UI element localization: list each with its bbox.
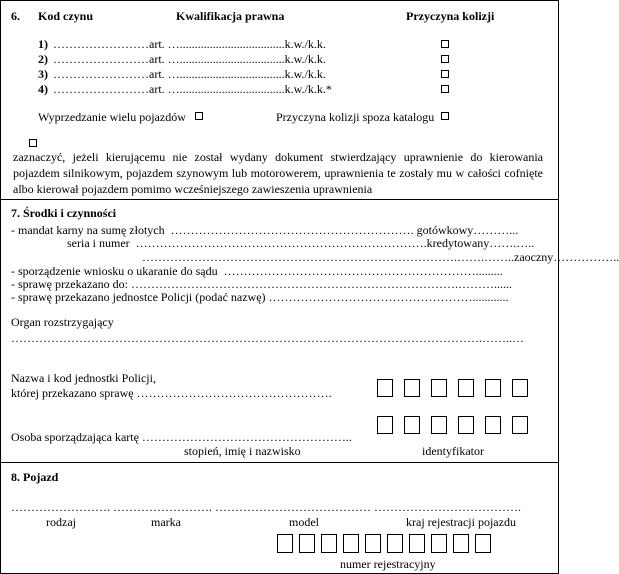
offense-row-2-number: 2) [38, 52, 48, 66]
registration-country-caption: kraj rejestracji pojazdu [406, 515, 516, 529]
code-box[interactable] [485, 379, 501, 397]
offense-row-1-number: 1) [38, 37, 48, 51]
column-header-cause: Przyczyna kolizji [406, 9, 495, 23]
vehicle-fields[interactable]: ……………………. ……………………. ………………………………… ………………………………. [11, 500, 521, 514]
offense-row-1-field[interactable]: ……………………art. …...................................k.w./k.k. [53, 37, 326, 51]
fine-absentia-line[interactable]: …………………………………………………………………….…….……..zaoczny…………….. [142, 250, 619, 264]
registration-box[interactable] [387, 534, 403, 553]
offense-row-4-field[interactable]: ……………………art. …...................................k.w./k.k.* [53, 82, 332, 96]
section-6-number: 6. [11, 9, 20, 23]
registration-box[interactable] [365, 534, 381, 553]
offense-row-1-cause-checkbox[interactable] [441, 40, 449, 48]
identifier-caption: identyfikator [422, 444, 484, 458]
code-box[interactable] [377, 379, 393, 397]
author-field[interactable]: Osoba sporządzająca kartę …………………………………………….. [11, 430, 352, 444]
identifier-box[interactable] [512, 416, 528, 434]
registration-box[interactable] [453, 534, 469, 553]
code-box[interactable] [512, 379, 528, 397]
vehicle-make-caption: marka [151, 515, 181, 529]
overtaking-label: Wyprzedzanie wielu pojazdów [38, 110, 186, 124]
column-header-qualification: Kwalifikacja prawna [176, 9, 285, 23]
section-8-title: 8. Pojazd [11, 470, 59, 484]
offense-row-3-field[interactable]: ……………………art. …...................................k.w./k.k. [53, 67, 326, 81]
outside-catalog-checkbox[interactable] [441, 112, 449, 120]
identifier-box[interactable] [377, 416, 393, 434]
identifier-box[interactable] [485, 416, 501, 434]
no-license-checkbox[interactable] [29, 139, 37, 147]
identifier-box[interactable] [458, 416, 474, 434]
fine-amount-line[interactable]: - mandat karny na sumę złotych ……………………………………………………. gotówkowy………... [11, 223, 519, 237]
registration-box[interactable] [409, 534, 425, 553]
divider-7-8 [1, 462, 558, 463]
police-unit-label: Nazwa i kod jednostki Policji, [11, 371, 156, 385]
police-unit-transfer-line[interactable]: - sprawę przekazano jednostce Policji (podać nazwę) ……………………………………………............ [11, 290, 509, 304]
offense-row-4-cause-checkbox[interactable] [441, 85, 449, 93]
registration-box[interactable] [277, 534, 293, 553]
author-caption: stopień, imię i nazwisko [184, 444, 301, 458]
no-license-note: zaznaczyć, jeżeli kierującemu nie został wydany dokument stwierdzający uprawnienie do kierowania pojazdem silnikowym, pojazdem szynowym lub motorowerem, uprawnienia te zostały mu w całości cofnięte albo kierował pojazdem pomimo wcześniejszego zawieszenia uprawnienia [13, 150, 543, 196]
authority-field[interactable]: ……………………………………………………………………………………………………….……..… [11, 331, 524, 345]
registration-box[interactable] [475, 534, 491, 553]
identifier-box[interactable] [404, 416, 420, 434]
code-box[interactable] [404, 379, 420, 397]
authority-label: Organ rozstrzygający [11, 315, 114, 329]
outside-catalog-label: Przyczyna kolizji spoza katalogu [276, 110, 435, 124]
case-transferred-line[interactable]: - sprawę przekazano do: ……………………………………………………………………….………...... [11, 277, 512, 291]
offense-row-2-cause-checkbox[interactable] [441, 55, 449, 63]
divider-6-7 [1, 199, 558, 200]
registration-number-caption: numer rejestracyjny [340, 557, 436, 571]
column-header-code: Kod czynu [38, 9, 94, 23]
registration-box[interactable] [343, 534, 359, 553]
court-motion-line[interactable]: - sporządzenie wniosku o ukaranie do sądu ………………………………………………………......... [11, 264, 503, 278]
code-box[interactable] [431, 379, 447, 397]
vehicle-type-caption: rodzaj [46, 515, 76, 529]
registration-box[interactable] [321, 534, 337, 553]
offense-row-2-field[interactable]: ……………………art. …...................................k.w./k.k. [53, 52, 326, 66]
fine-series-line[interactable]: seria i numer ……………………………………………………………….kredytowany…….….. [67, 236, 535, 250]
section-7-title: 7. Środki i czynności [11, 206, 117, 220]
offense-row-4-number: 4) [38, 82, 48, 96]
offense-row-3-cause-checkbox[interactable] [441, 70, 449, 78]
offense-row-3-number: 3) [38, 67, 48, 81]
vehicle-model-caption: model [289, 515, 319, 529]
registration-box[interactable] [431, 534, 447, 553]
overtaking-checkbox[interactable] [195, 112, 203, 120]
registration-box[interactable] [299, 534, 315, 553]
identifier-box[interactable] [431, 416, 447, 434]
code-box[interactable] [458, 379, 474, 397]
police-unit-field[interactable]: której przekazano sprawę …………………………………………. [11, 386, 332, 400]
